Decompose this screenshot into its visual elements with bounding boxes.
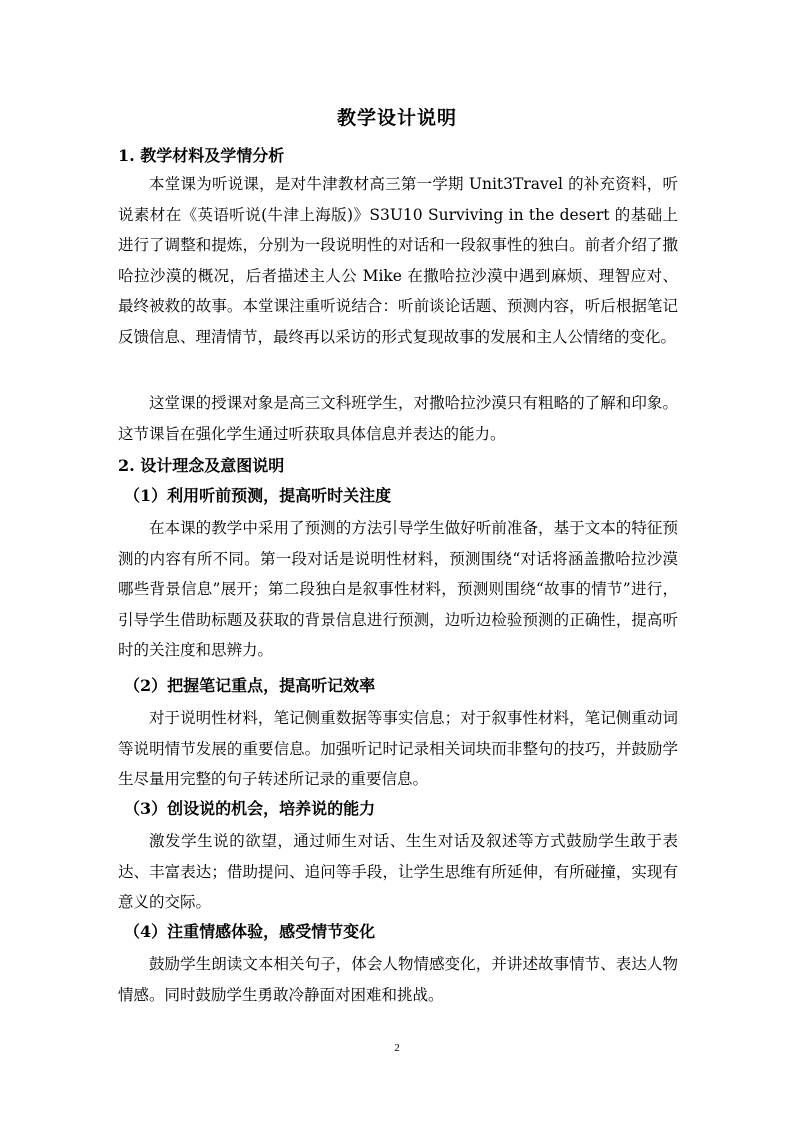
paragraph-materials: 本堂课为听说课，是对牛津教材高三第一学期 Unit3Travel 的补充资料，听说素材在《英语听说(牛津上海版)》S3U10 Surviving in the desert 的基础上进行了调整和提炼，分别为一段说明性的对话和一段叙事性的独白。前者介绍了撒哈拉沙漠的概况，后者描述主人公 Mike 在撒哈拉沙漠中遇到麻烦、理智应对、最终被救的故事。本堂课注重听说结合：听前谈论话题、预测内容，听后根据笔记反馈信息、理清情节，最终再以采访的形式复现故事的发展和主人公情绪的变化。 — [118, 175, 678, 346]
paragraph-emotion: 鼓励学生朗读文本相关句子，体会人物情感变化，并讲述故事情节、表达人物情感。同时鼓励学生勇敢冷静面对困难和挑战。 — [118, 955, 678, 1004]
section-heading-materials: 1. 教学材料及学情分析 — [118, 146, 285, 165]
page-number: 2 — [394, 1042, 400, 1054]
subsection-heading-speaking: （3）创设说的机会，培养说的能力 — [124, 799, 376, 818]
paragraph-speaking: 激发学生说的欲望，通过师生对话、生生对话及叙述等方式鼓励学生敢于表达、丰富表达；借助提问、追问等手段，让学生思维有所延伸，有所碰撞，实现有意义的交际。 — [118, 832, 678, 911]
subsection-heading-emotion: （4）注重情感体验，感受情节变化 — [124, 922, 376, 941]
document-title: 教学设计说明 — [336, 107, 457, 129]
paragraph-prediction: 在本课的教学中采用了预测的方法引导学生做好听前准备，基于文本的特征预测的内容有所不同。第一段对话是说明性材料，预测围绕“对话将涵盖撒哈拉沙漠哪些背景信息”展开；第二段独白是叙事性材料，预测则围绕“故事的情节”进行，引导学生借助标题及获取的背景信息进行预测，边听边检验预测的正确性，提高听时的关注度和思辨力。 — [118, 519, 678, 659]
section-heading-design: 2. 设计理念及意图说明 — [118, 456, 285, 475]
subsection-heading-prediction: （1）利用听前预测，提高听时关注度 — [124, 486, 392, 505]
paragraph-notes: 对于说明性材料，笔记侧重数据等事实信息；对于叙事性材料，笔记侧重动词等说明情节发展的重要信息。加强听记时记录相关词块而非整句的技巧，并鼓励学生尽量用完整的句子转述所记录的重要信息。 — [118, 709, 678, 788]
subsection-heading-notes: （2）把握笔记重点，提高听记效率 — [124, 676, 376, 695]
paragraph-students: 这堂课的授课对象是高三文科班学生，对撒哈拉沙漠只有粗略的了解和印象。这节课旨在强化学生通过听获取具体信息并表达的能力。 — [118, 394, 678, 443]
